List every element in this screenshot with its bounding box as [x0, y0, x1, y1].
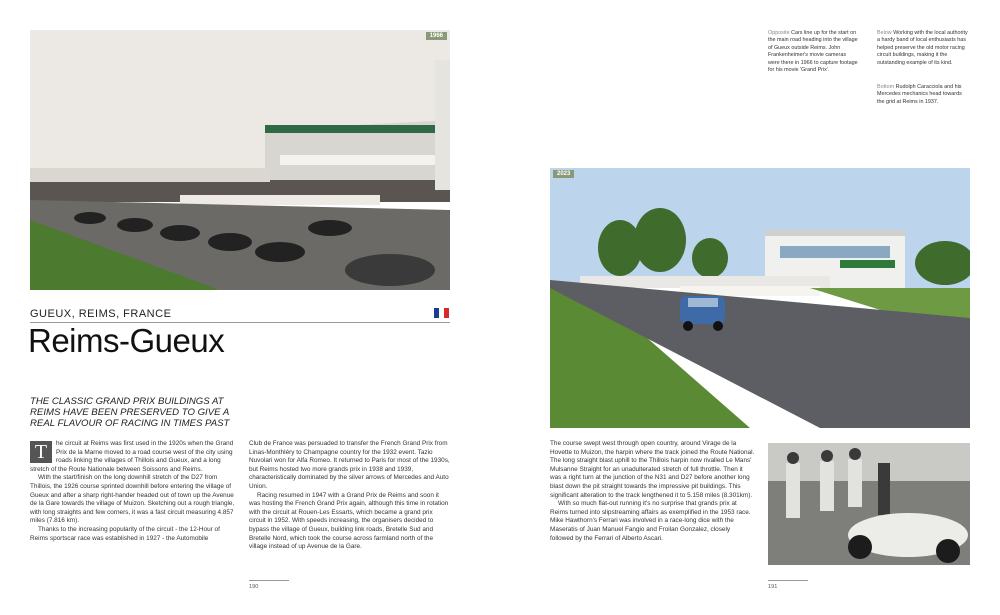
drop-cap: T [30, 441, 52, 463]
flag-stripe [444, 308, 449, 318]
caption-bottom [877, 84, 970, 106]
caption-opposite [768, 30, 858, 74]
caption-text: Working with the local authority a hardy band of local enthusiasts has helped preserve the old motor racing circuit buildings, making it the outstanding example of its kind. [877, 30, 968, 66]
photo-year-tag: 1966 [426, 32, 447, 40]
paragraph: The course swept west through open country, around Virage de la Hovette to Muizon, the harpin where the track joined the Route National. The long straight blast uphill to the Thillois harpin now rivalled Le Mans' Mulsanne Straight for an unadulterated stretch of full throttle. Then it was a right turn at the junction of the N31 and D27 before another long blast down the pit straight towards the impressive pit buildings. This significant alteration to the track lengthened it to 5.158 miles (8.301km). [550, 440, 755, 499]
body-column-2 [249, 440, 450, 552]
paragraph: With the start/finish on the long downhill stretch of the D27 from Thillois, the 1926 course sprinted downhill before entering the village of Gueux and after a sharp right-hander headed out of town up the Avenue de la Gare towards the village of Muizon. Sketching out a rough triangle, with long straights and few corners, it was a fast circuit measuring 4.857 miles (7.816 km). [30, 474, 235, 525]
caption-text: Rudolph Caracciola and his Mercedes mechanics head towards the grid at Reims in 1937. [877, 84, 962, 105]
location-label: GUEUX, REIMS, FRANCE [30, 308, 172, 320]
page-number: 190 [249, 584, 259, 590]
standfirst: THE CLASSIC GRAND PRIX BUILDINGS AT REIMS HAVE BEEN PRESERVED TO GIVE A REAL FLAVOUR OF RACING IN TIMES PAST [30, 396, 230, 429]
body-column-1 [30, 440, 238, 543]
folio-rule [768, 580, 808, 581]
caption-text: Cars line up for the start on the main road heading into the village of Gueux outside Reims. John Frankenheimer's movie cameras were there in 1966 to capture footage for his movie 'Grand Prix'. [768, 30, 858, 74]
caption-label: Bottom [877, 84, 895, 90]
page-title: Reims-Gueux [28, 322, 225, 359]
photo-2023-pits [550, 168, 970, 428]
caption-label: Opposite [768, 30, 790, 36]
body-column-3 [550, 440, 755, 543]
paragraph: Club de France was persuaded to transfer the French Grand Prix from Linas-Monthléry to Champagne country for the 1932 event. Tazio Nuvolari won for Alfa Romeo. It returned to Paris for most of the 1930s, but Reims hosted two more grands prix in 1938 and 1939, characteristically dominated by the silver arrows of Mercedes and Auto Union. [249, 440, 450, 490]
caption-label: Below [877, 30, 892, 36]
photo-year-tag: 2023 [553, 170, 574, 178]
photo-1937-mercedes [768, 443, 970, 565]
paragraph: Racing resumed in 1947 with a Grand Prix de Reims and soon it was hosting the French Grand Prix again, although this time in rotation with the circuit at Rouen-Les Essarts, which became a grand prix circuit in 1952. With speeds increasing, the organisers decided to bypass the village of Gueux, building link roads, Bretelle Sud and Bretelle Nord, which took the course across farmland north of the village instead of up Avenue de la Gare. [249, 491, 449, 551]
paragraph: Thanks to the increasing popularity of the circuit - the 12-Hour of Reims sportscar race was established in 1927 - the Automobile [30, 525, 220, 542]
folio-rule [249, 580, 289, 581]
caption-below [877, 30, 970, 67]
paragraph: With so much flat-out running it's no surprise that grands prix at Reims turned into slipstreaming affairs as exemplified in the 1953 race. Mike Hawthorn's Ferrari was involved in a race-long dice with the Maseratis of Juan Manuel Fangio and Froilan Gonzalez, closely followed by the Ferrari of Alberto Ascari. [550, 500, 751, 542]
france-flag-icon [434, 308, 449, 318]
page-number: 191 [768, 584, 778, 590]
paragraph: he circuit at Reims was first used in the 1920s when the Grand Prix de la Marne moved to a road course west of the city using roads linking the villages of Thillois and Gueux, and a long stretch of the Route Nationale between Soissons and Reims. [30, 440, 234, 473]
photo-1966-grid [30, 30, 450, 290]
